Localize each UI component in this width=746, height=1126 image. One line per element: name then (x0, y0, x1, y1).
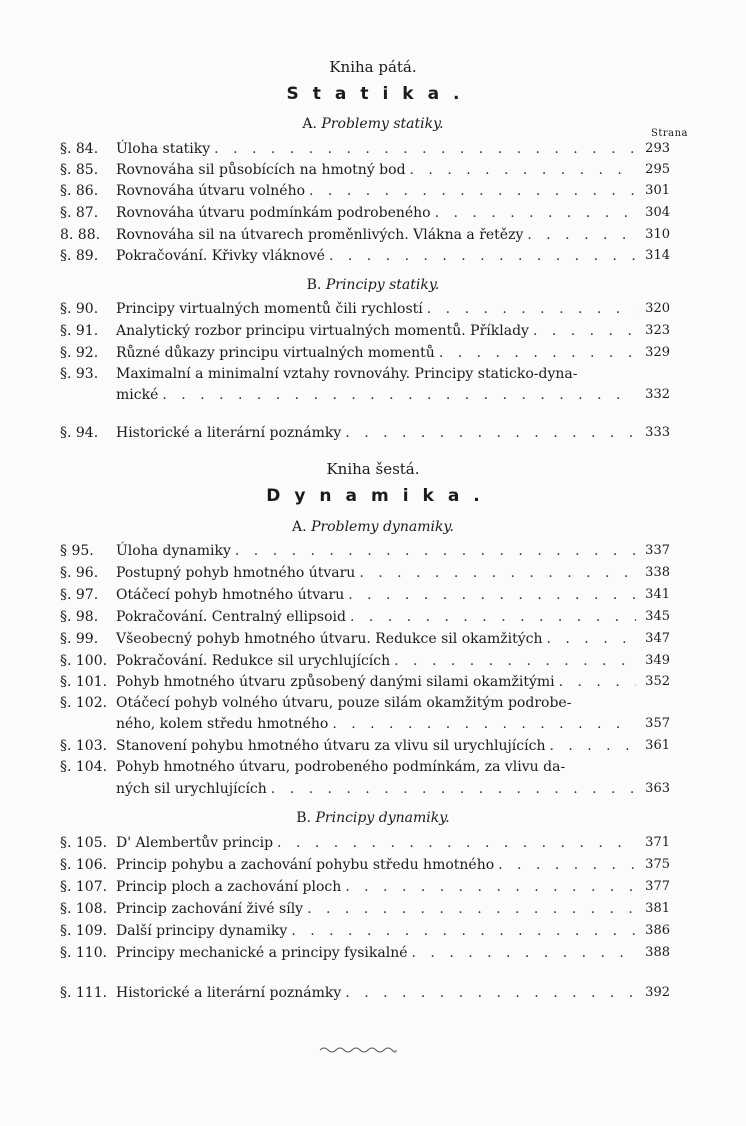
toc-entry (60, 140, 670, 158)
page-number: 363 (645, 781, 670, 796)
section-number: §. 101. (60, 674, 108, 690)
page-number: 314 (645, 248, 670, 263)
section-number: §. 94. (60, 425, 99, 441)
page-number: 293 (645, 141, 670, 156)
section-number: §. 90. (60, 301, 99, 317)
entry-title: Principy virtualných momentů čili rychlostí (116, 301, 423, 317)
leader-dots (345, 984, 636, 1002)
entry-title-cont: ných sil urychlujících (116, 781, 267, 797)
book5-partB-title: Principy statiky. (325, 277, 440, 293)
entry-title-cont: mické (116, 387, 159, 403)
entry-title: Historické a literární poznámky (116, 985, 342, 1001)
entry-title: Stanovení pohybu hmotného útvaru za vlivu sil urychlujících (116, 738, 546, 754)
toc-entry (60, 424, 670, 442)
book5-partB-heading (0, 277, 746, 293)
entry-title: Úloha statiky (116, 141, 211, 157)
section-number: §. 98. (60, 609, 99, 625)
page-column-label: Strana (650, 128, 688, 139)
toc-entry (60, 900, 670, 918)
section-number: §. 86. (60, 183, 99, 199)
section-number: §. 87. (60, 205, 99, 221)
page-number: 375 (645, 857, 670, 872)
book6-partB-prefix: B. (296, 810, 312, 826)
page-number: 333 (645, 425, 670, 440)
leader-dots (345, 878, 636, 896)
section-number: §. 84. (60, 141, 99, 157)
page-number: 392 (645, 985, 670, 1000)
page-number: 304 (645, 205, 670, 220)
toc-entry (60, 564, 670, 582)
leader-dots (527, 226, 636, 244)
toc-entry (60, 161, 670, 179)
book6-partB-title: Principy dynamiky. (315, 810, 450, 826)
section-number: §. 108. (60, 901, 108, 917)
toc-entry (60, 542, 670, 560)
section-number: §. 93. (60, 366, 99, 382)
book6-title: Kniha šestá. (326, 460, 420, 478)
entry-title: Pokračování. Centralný ellipsoid (116, 609, 346, 625)
entry-title: Všeobecný pohyb hmotného útvaru. Redukce sil okamžitých (116, 631, 543, 647)
leader-dots (162, 386, 636, 404)
toc-entry (60, 204, 670, 222)
leader-dots (412, 944, 636, 962)
toc-entry (60, 586, 670, 604)
page-number: 323 (645, 323, 670, 338)
book6-partA-prefix: A. (292, 519, 307, 535)
page-number: 332 (645, 387, 670, 402)
book5-partA-title: Problemy statiky. (321, 116, 444, 132)
toc-entry (60, 673, 670, 691)
leader-dots (277, 834, 636, 852)
entry-title: Rovnováha sil na útvarech proměnlivých. Vlákna a řetězy (116, 227, 524, 243)
toc-entry (60, 758, 670, 776)
book6-subject: Dynamika. (266, 486, 494, 506)
page-number: 352 (645, 674, 670, 689)
page-number: 337 (645, 543, 670, 558)
entry-title: Principy mechanické a principy fysikalné (116, 945, 408, 961)
leader-dots (235, 542, 636, 560)
leader-dots (410, 161, 636, 179)
section-number: §. 96. (60, 565, 99, 581)
page-number: 310 (645, 227, 670, 242)
page-number: 347 (645, 631, 670, 646)
entry-title: Princip ploch a zachování ploch (116, 879, 342, 895)
entry-title: Pokračování. Křivky vláknové (116, 248, 325, 264)
page-number: 345 (645, 609, 670, 624)
book5-title: Kniha pátá. (329, 58, 417, 76)
entry-title: Pohyb hmotného útvaru, podrobeného podmínkám, za vlivu da- (116, 759, 566, 775)
leader-dots (350, 608, 636, 626)
section-number: 8. 88. (60, 227, 101, 243)
leader-dots (533, 322, 636, 340)
page-number: 361 (645, 738, 670, 753)
toc-entry-continuation (116, 386, 670, 404)
page-number: 349 (645, 653, 670, 668)
toc-entry (60, 834, 670, 852)
entry-title: Otáčecí pohyb hmotného útvaru (116, 587, 345, 603)
toc-entry (60, 652, 670, 670)
book5-partA-prefix: A. (302, 116, 317, 132)
toc-entry (60, 922, 670, 940)
toc-entry (60, 878, 670, 896)
toc-entry (60, 300, 670, 318)
entry-title: Úloha dynamiky (116, 543, 231, 559)
entry-title-cont: ného, kolem středu hmotného (116, 716, 329, 732)
page-number: 338 (645, 565, 670, 580)
entry-title: Postupný pohyb hmotného útvaru (116, 565, 356, 581)
leader-dots (359, 564, 636, 582)
section-number: §. 110. (60, 945, 108, 961)
leader-dots (307, 900, 636, 918)
section-number: §. 109. (60, 923, 108, 939)
entry-title: D' Alembertův princip (116, 835, 274, 851)
leader-dots (427, 300, 636, 318)
leader-dots (271, 780, 636, 798)
book6-partA-heading (0, 519, 746, 535)
toc-entry-continuation (116, 780, 670, 798)
entry-title: Historické a literární poznámky (116, 425, 342, 441)
leader-dots (332, 715, 636, 733)
leader-dots (394, 652, 636, 670)
toc-entry (60, 226, 670, 244)
section-number: §. 85. (60, 162, 99, 178)
book5-subject: Statika. (286, 84, 474, 104)
page-number: 381 (645, 901, 670, 916)
section-number: §. 97. (60, 587, 99, 603)
toc-entry (60, 694, 670, 712)
section-number: §. 105. (60, 835, 108, 851)
leader-dots (345, 424, 636, 442)
toc-entry (60, 630, 670, 648)
book5-partB-prefix: B. (306, 277, 322, 293)
book6-partB-heading (0, 810, 746, 826)
toc-entry (60, 856, 670, 874)
page-number: 357 (645, 716, 670, 731)
page-number: 386 (645, 923, 670, 938)
page-number: 329 (645, 345, 670, 360)
toc-entry (60, 322, 670, 340)
section-number: §. 91. (60, 323, 99, 339)
section-number: §. 104. (60, 759, 108, 775)
entry-title: Maximalní a minimalní vztahy rovnováhy. Principy staticko-dyna- (116, 366, 578, 382)
leader-dots (329, 247, 636, 265)
entry-title: Různé důkazy principu virtualných momentů (116, 345, 435, 361)
entry-title: Princip zachování živé síly (116, 901, 304, 917)
page-number: 371 (645, 835, 670, 850)
toc-entry (60, 984, 670, 1002)
section-number: §. 102. (60, 695, 108, 711)
page-number: 295 (645, 162, 670, 177)
entry-title: Pokračování. Redukce sil urychlujících (116, 653, 391, 669)
entry-title: Rovnováha útvaru volného (116, 183, 306, 199)
section-number: §. 92. (60, 345, 99, 361)
section-number: §. 107. (60, 879, 108, 895)
toc-entry (60, 944, 670, 962)
book5-partA-heading (0, 116, 746, 132)
leader-dots (435, 204, 636, 222)
toc-entry (60, 365, 670, 383)
section-number: §. 103. (60, 738, 108, 754)
entry-title: Otáčecí pohyb volného útvaru, pouze silám okamžitým podrobe- (116, 695, 572, 711)
section-number: §. 99. (60, 631, 99, 647)
entry-title: Pohyb hmotného útvaru způsobený danými silami okamžitými (116, 674, 555, 690)
entry-title: Princip pohybu a zachování pohybu středu hmotného (116, 857, 495, 873)
leader-dots (498, 856, 636, 874)
leader-dots (439, 344, 636, 362)
section-number: §. 111. (60, 985, 108, 1001)
page-number: 377 (645, 879, 670, 894)
leader-dots (549, 737, 636, 755)
section-number: §. 89. (60, 248, 99, 264)
section-number: §. 106. (60, 857, 108, 873)
section-number: §. 100. (60, 653, 108, 669)
leader-dots (547, 630, 637, 648)
toc-entry (60, 608, 670, 626)
leader-dots (559, 673, 636, 691)
entry-title: Rovnováha sil působících na hmotný bod (116, 162, 406, 178)
toc-entry (60, 737, 670, 755)
book6-partA-title: Problemy dynamiky. (311, 519, 454, 535)
toc-entry (60, 344, 670, 362)
toc-entry (60, 247, 670, 265)
section-number: § 95. (60, 543, 94, 559)
leader-dots (348, 586, 636, 604)
entry-title: Analytický rozbor principu virtualných momentů. Příklady (116, 323, 529, 339)
leader-dots (214, 140, 636, 158)
page-number: 341 (645, 587, 670, 602)
leader-dots (309, 182, 636, 200)
page-number: 388 (645, 945, 670, 960)
end-ornament (318, 1045, 398, 1055)
toc-entry-continuation (116, 715, 670, 733)
entry-title: Rovnováha útvaru podmínkám podrobeného (116, 205, 431, 221)
entry-title: Další principy dynamiky (116, 923, 288, 939)
page-number: 320 (645, 301, 670, 316)
toc-entry (60, 182, 670, 200)
leader-dots (291, 922, 636, 940)
page-number: 301 (645, 183, 670, 198)
